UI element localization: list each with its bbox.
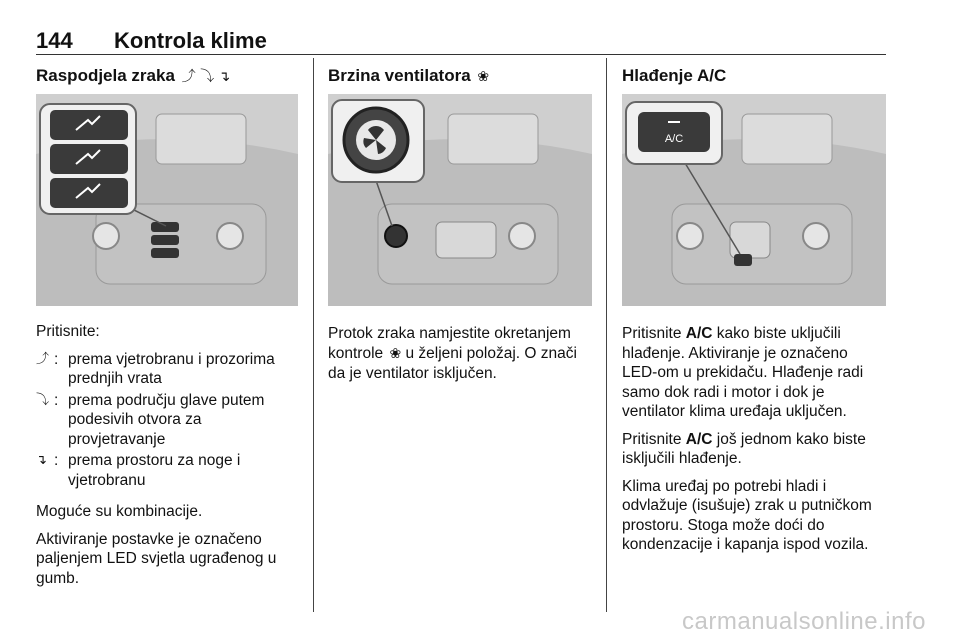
watermark: carmanualsonline.info bbox=[682, 608, 926, 635]
definition-list bbox=[36, 350, 298, 491]
paragraph: Pritisnite A/C kako biste uključili hlađenje. Aktiviranje je označeno LED-om u prekidaču. Hlađenje radi samo dok radi i motor i dok je ventilator klima uređaja uključen. bbox=[622, 325, 864, 420]
section-title: Hlađenje A/C bbox=[622, 66, 727, 85]
fan-icon: ❀ bbox=[477, 69, 490, 85]
section-fan-speed bbox=[328, 64, 592, 392]
ac-button-figure bbox=[622, 94, 886, 306]
chapter-title: Kontrola klime bbox=[114, 28, 267, 53]
fan-icon: ❀ bbox=[389, 345, 402, 362]
section-title: Brzina ventilatora ❀ bbox=[328, 66, 490, 85]
footwell-icon: ↴ bbox=[36, 453, 47, 468]
list-item: ⤴ : prema vjetrobranu i prozorima prednjih vrata bbox=[36, 350, 275, 387]
head-area-icon: ⤵ bbox=[36, 392, 50, 408]
section-title: Raspodjela zraka ⤴ ⤵ ↴ bbox=[36, 66, 231, 85]
paragraph: Protok zraka namjestite okretanjem kontrole ❀ u željeni položaj. O znači da je ventilator isključen. bbox=[328, 325, 577, 382]
ac-figure-label: A/C bbox=[664, 133, 684, 145]
page-header bbox=[36, 22, 886, 55]
air-distribution-icons: ⤴ ⤵ ↴ bbox=[181, 69, 231, 85]
intro-text: Pritisnite: bbox=[36, 323, 100, 340]
section-air-distribution bbox=[36, 64, 298, 596]
page-number: 144 bbox=[36, 28, 73, 53]
windscreen-icon: ⤴ bbox=[36, 351, 50, 367]
paragraph: Moguće su kombinacije. bbox=[36, 503, 203, 520]
column-divider bbox=[606, 58, 607, 612]
list-item: ⤵ : prema području glave putem podesivih otvora za provjetravanje bbox=[36, 391, 265, 448]
fan-speed-figure bbox=[328, 94, 592, 306]
paragraph: Klima uređaj po potrebi hladi i odvlažuje (isušuje) zrak u putničkom prostoru. Stoga može doći do kondenzacije i kapanja ispod vozila. bbox=[622, 477, 872, 553]
paragraph: Aktiviranje postavke je označeno paljenjem LED svjetla ugrađenog u gumb. bbox=[36, 530, 277, 587]
list-item: ↴ : prema prostoru za noge i vjetrobranu bbox=[36, 452, 241, 489]
air-distribution-figure bbox=[36, 94, 298, 306]
section-ac-cooling bbox=[622, 64, 886, 563]
paragraph: Pritisnite A/C još jednom kako biste isključili hlađenje. bbox=[622, 430, 866, 467]
column-divider bbox=[313, 58, 314, 612]
